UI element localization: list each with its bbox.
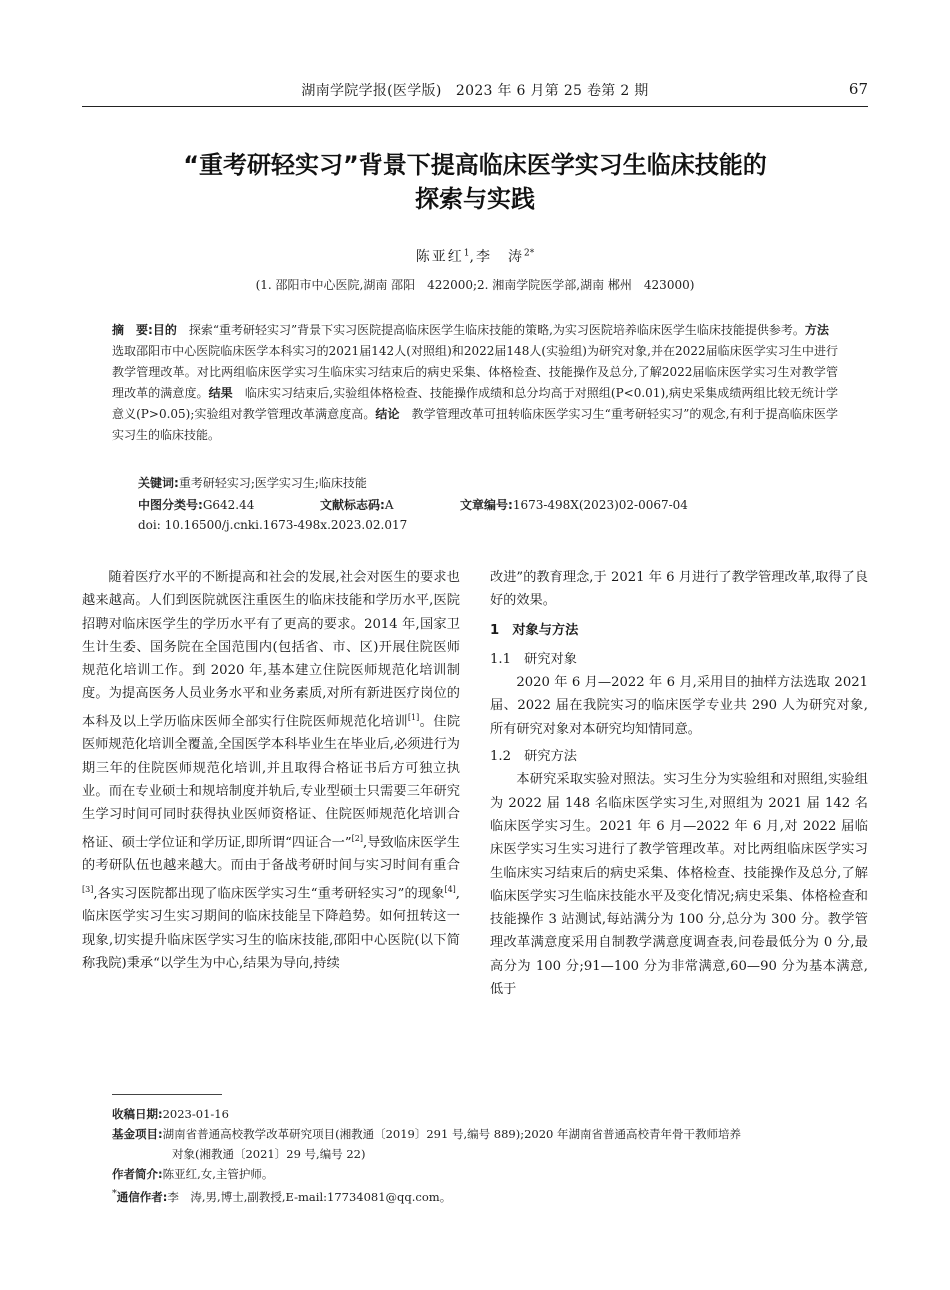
citation-1: [1] [407,712,420,722]
citation-4: [4] [444,884,456,894]
abstract-conclusion-label: 结论 [375,407,400,421]
funding: 基金项目:湖南省普通高校教学改革研究项目(湘教通〔2019〕291 号,编号 889);2020 年湖南省普通高校青年骨干教师培养 [112,1127,742,1141]
abstract-result-label: 结果 [208,386,233,400]
article-number-label: 文章编号: [460,498,513,512]
doc-code-value: A [384,498,394,512]
author-separator: , [469,249,476,265]
author-bio: 作者简介:陈亚红,女,主管护师。 [112,1167,274,1181]
abstract [112,320,841,446]
keywords-label: 关键词: [138,476,179,490]
title-line-2: 探索与实践 [415,185,535,213]
received-date: 收稿日期:2023-01-16 [112,1107,229,1121]
section-heading-1-1: 1.1 研究对象 [490,651,577,667]
running-header [82,80,868,107]
keywords-text: 重考研轻实习;医学实习生;临床技能 [178,476,367,490]
citation-3: [3] [82,884,94,894]
clc-label: 中图分类号: [138,498,203,512]
abstract-conclusion: 教学管理改革可扭转临床医学实习生“重考研轻实习”的观念,有利于提高临床医学实习生的临床技能。 [112,407,838,442]
clc-value: G642.44 [202,498,255,512]
title-line-1: “重考研轻实习”背景下提高临床医学实习生临床技能的 [183,151,767,179]
doi: doi: 10.16500/j.cnki.1673-498x.2023.02.017 [138,518,408,532]
classification-line [138,496,838,513]
methods-paragraph: 本研究采取实验对照法。实习生分为实验组和对照组,实验组为 2022 届 148 名临床医学实习生,对照组为 2021 届 142 名临床医学实习生。2021 年 6 月—2022 年 6 月,对 2022 届临床医学实习生实习进行了教学管理改革。对比两组临床医学实习生临床实习结束后的病史采集、体格检查、技能操作及总分,了解临床医学实习生临床技能水平及变化情况;病史采集、体格检查和技能操作 3 站测试,每站满分为 100 分,总分为 300 分。教学管理改革满意度采用自制教学满意度调查表,问卷最低分为 0 分,最高分为 100 分;91—100 分为非常满意,60—90 分为基本满意,低于 [490,772,868,998]
footnotes [112,1104,848,1207]
body-column-left [82,566,460,975]
paper-title [82,148,868,216]
citation-2: [2] [351,833,363,843]
author-2-affil-mark: 2* [523,248,535,259]
section-heading-1: 1 对象与方法 [490,622,579,638]
affiliations: (1. 邵阳市中心医院,湖南 邵阳 422000;2. 湘南学院医学部,湖南 郴州 423000) [255,278,695,292]
doc-code-label: 文献标志码: [320,498,385,512]
subjects-paragraph: 2020 年 6 月—2022 年 6 月,采用目的抽样方法选取 2021 届、2022 届在我院实习的临床医学专业共 290 人为研究对象,所有研究对象对本研究均知情同意。 [490,675,868,737]
keywords [138,474,367,491]
section-heading-1-2: 1.2 研究方法 [490,749,577,765]
corresponding-author: *通信作者:李 涛,男,博士,副教授,E-mail:17734081@qq.com。 [112,1188,452,1204]
funding-continued: 对象(湘教通〔2021〕29 号,编号 22) [172,1147,366,1161]
author-2: 李 涛 [475,249,524,265]
intro-paragraph-continued: 改进”的教育理念,于 2021 年 6 月进行了教学管理改革,取得了良好的效果。 [490,570,868,609]
author-1: 陈亚红 [415,249,464,265]
author-1-affil-mark: 1 [463,248,470,259]
journal-name: 湖南学院学报(医学版) 2023 年 6 月第 25 卷第 2 期 [301,83,649,99]
abstract-label: 摘 要: [112,323,153,337]
intro-paragraph: 随着医疗水平的不断提高和社会的发展,社会对医生的要求也越来越高。人们到医院就医注重医生的临床技能和学历水平,医院招聘对临床医学生的学历水平有了更高的要求。2014 年,国家卫生计生委、国务院在全国范围内(包括省、市、区)开展住院医师规范化培训工作。到 2020 年,基本建立住院医师规范化培训制度。为提高医务人员业务水平和业务素质,对所有新进医疗岗位的本科及以上学历临床医师全部实行住院医师规范化培训[1]。住院医师规范化培训全覆盖,全国医学本科毕业生在毕业后,必须进行为期三年的住院医师规范化培训,并且取得合格证书后方可独立执业。而在专业硕士和规培制度并轨后,专业型硕士只需要三年研究生学习时间可同时获得执业医师资格证、住院医师规范化培训合格证、硕士学位证和学历证,即所谓“四证合一”[2],导致临床医学生的考研队伍也越来越大。而由于备战考研时间与实习时间有重合[3],各实习医院都出现了临床医学实习生“重考研轻实习”的现象[4],临床医学实习生实习期间的临床技能呈下降趋势。如何扭转这一现象,切实提升临床医学实习生的临床技能,邵阳中心医院(以下简称我院)秉承“以学生为中心,结果为导向,持续 [82,570,461,971]
abstract-objective: 探索“重考研轻实习”背景下实习医院提高临床医学生临床技能的策略,为实习医院培养临床医学生临床技能提供参考。 [176,323,805,337]
author-list [82,246,868,266]
corresponding-mark: * [112,1188,117,1199]
article-number-value: 1673-498X(2023)02-0067-04 [512,498,688,512]
footnote-divider [112,1094,222,1095]
page-number: 67 [848,80,868,98]
body-column-right [490,566,868,1001]
abstract-method: 选取邵阳市中心医院临床医学本科实习的2021届142人(对照组)和2022届148人(实验组)为研究对象,并在2022届临床医学实习生中进行教学管理改革。对比两组临床医学实习生临床实习结束后的病史采集、体格检查、技能操作及总分,了解2022届临床医学实习生对教学管理改革的满意度。 [112,323,841,400]
abstract-result: 临床实习结束后,实验组体格检查、技能操作成绩和总分均高于对照组(P<0.01),病史采集成绩两组比较无统计学意义(P>0.05);实验组对教学管理改革满意度高。 [112,386,838,421]
abstract-objective-label: 目的 [152,323,177,337]
abstract-method-label: 方法 [804,323,829,337]
